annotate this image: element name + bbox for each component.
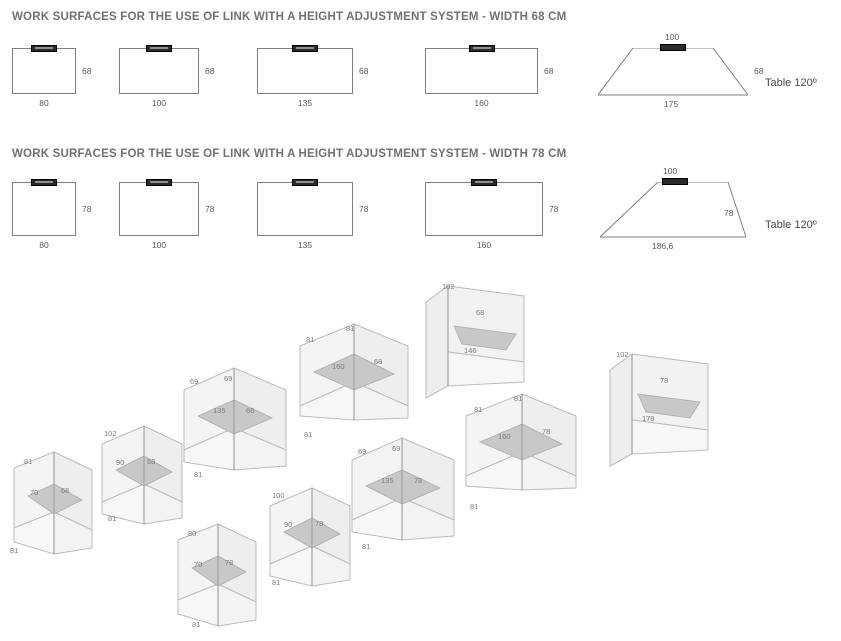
trapezoid-bottom-dimension: 175 (664, 99, 679, 109)
width-dimension: 160 (474, 98, 489, 108)
clamp-icon (469, 45, 495, 52)
table-angle-note-68: Table 120º (765, 77, 817, 89)
clamp-icon (292, 179, 318, 186)
section-title-68: WORK SURFACES FOR THE USE OF LINK WITH A HEIGHT ADJUSTMENT SYSTEM - WIDTH 68 CM (12, 11, 567, 23)
iso-label-desk-width: 160 (332, 362, 345, 371)
iso-label-desk-depth: 68 (374, 357, 383, 366)
plan-135-78 (257, 182, 369, 250)
iso-label-desk-width: 160 (498, 432, 511, 441)
iso-135-78 (344, 436, 460, 552)
clamp-icon (31, 179, 57, 186)
trapezoid-depth-dimension: 68 (754, 66, 764, 76)
trapezoid-top-dimension: 100 (665, 32, 680, 42)
width-dimension: 135 (297, 98, 313, 108)
iso-label-height: 81 (108, 514, 117, 523)
plan-80-68 (12, 48, 92, 108)
iso-label-height: 81 (192, 620, 201, 629)
plan-160-68 (425, 48, 554, 108)
iso-label-top: 102 (104, 429, 117, 438)
plan-160-78 (425, 182, 559, 250)
trapezoid-depth-dimension: 78 (724, 208, 734, 218)
depth-dimension: 78 (359, 204, 369, 214)
iso-label-height: 179 (642, 414, 655, 423)
iso-label-top-left: 81 (306, 335, 315, 344)
iso-trap-68 (414, 278, 538, 402)
iso-label-top: 80 (188, 529, 197, 538)
plan-135-68 (257, 48, 369, 108)
depth-dimension: 78 (82, 204, 92, 214)
clamp-icon (471, 179, 497, 186)
depth-dimension: 78 (549, 204, 559, 214)
iso-trap-78 (598, 346, 722, 468)
plan-80-78 (12, 182, 92, 250)
iso-label-top: 100 (272, 491, 285, 500)
clamp-icon (662, 178, 688, 185)
iso-label-top-left: 69 (358, 447, 367, 456)
iso-label-top: 102 (442, 282, 455, 291)
iso-160-68 (294, 320, 414, 439)
iso-label-height: 81 (304, 430, 313, 439)
width-dimension: 160 (476, 240, 492, 250)
clamp-icon (146, 45, 172, 52)
iso-160-78 (460, 390, 582, 511)
iso-label-top-left: 69 (190, 377, 199, 386)
width-dimension: 100 (151, 98, 167, 108)
iso-label-height: 146 (464, 346, 477, 355)
iso-label-desk-depth: 68 (61, 486, 70, 495)
worktop-outline (425, 182, 543, 236)
iso-label-height: 81 (362, 542, 371, 551)
iso-70-68 (8, 450, 98, 560)
iso-label-height: 81 (194, 470, 203, 479)
worktop-outline (12, 48, 76, 94)
iso-label-top-right: 81 (514, 394, 523, 403)
iso-label-top: 81 (24, 457, 33, 466)
iso-label-desk-depth: 68 (476, 308, 485, 317)
plan-row-78 (0, 166, 841, 282)
width-dimension: 100 (151, 240, 167, 250)
iso-label-desk-depth: 68 (147, 457, 156, 466)
iso-90-78 (260, 486, 356, 596)
iso-label-desk-depth: 78 (315, 519, 324, 528)
depth-dimension: 68 (205, 66, 215, 76)
trapezoid-top-dimension: 100 (663, 166, 678, 176)
clamp-icon (146, 179, 172, 186)
iso-label-top-right: 69 (224, 374, 233, 383)
iso-label-desk-depth: 78 (225, 558, 234, 567)
worktop-outline (257, 48, 353, 94)
clamp-icon (292, 45, 318, 52)
iso-label-top-right: 81 (346, 324, 355, 333)
clamp-icon (660, 44, 686, 51)
iso-label-desk-width: 70 (194, 560, 203, 569)
plan-trapezoid-68 (598, 32, 764, 109)
iso-135-68 (176, 366, 292, 480)
plan-row-68 (0, 32, 841, 148)
width-dimension: 80 (39, 240, 49, 250)
iso-label-height: 81 (470, 502, 479, 511)
iso-label-top-right: 69 (392, 444, 401, 453)
clamp-icon (31, 45, 57, 52)
depth-dimension: 78 (205, 204, 215, 214)
worktop-outline (119, 48, 199, 94)
depth-dimension: 68 (359, 66, 369, 76)
plan-100-68 (119, 48, 215, 108)
iso-label-desk-width: 135 (381, 476, 394, 485)
section-title-78: WORK SURFACES FOR THE USE OF LINK WITH A HEIGHT ADJUSTMENT SYSTEM - WIDTH 78 CM (12, 148, 567, 160)
width-dimension: 80 (39, 98, 49, 108)
table-angle-note-78: Table 120º (765, 219, 817, 231)
iso-90-68 (92, 424, 188, 532)
iso-label-top: 102 (616, 350, 629, 359)
plan-100-78 (119, 182, 215, 250)
iso-label-desk-depth: 68 (246, 406, 255, 415)
trapezoid-bottom-dimension: 186,6 (652, 241, 674, 251)
iso-label-desk-depth: 78 (542, 427, 551, 436)
iso-label-desk-width: 90 (284, 520, 293, 529)
iso-label-height: 81 (272, 578, 281, 587)
worktop-outline (257, 182, 353, 236)
iso-label-desk-depth: 78 (414, 476, 423, 485)
iso-label-desk-depth: 78 (660, 376, 669, 385)
iso-label-height: 81 (10, 546, 19, 555)
iso-label-top-left: 81 (474, 405, 483, 414)
worktop-outline (12, 182, 76, 236)
iso-label-desk-width: 70 (30, 488, 39, 497)
iso-label-desk-width: 135 (213, 406, 226, 415)
worktop-outline (425, 48, 538, 94)
iso-label-desk-width: 90 (116, 458, 125, 467)
worktop-outline (119, 182, 199, 236)
depth-dimension: 68 (82, 66, 92, 76)
plan-trapezoid-78 (600, 166, 746, 251)
width-dimension: 135 (297, 240, 313, 250)
iso-70-78 (170, 520, 262, 632)
depth-dimension: 68 (544, 66, 554, 76)
